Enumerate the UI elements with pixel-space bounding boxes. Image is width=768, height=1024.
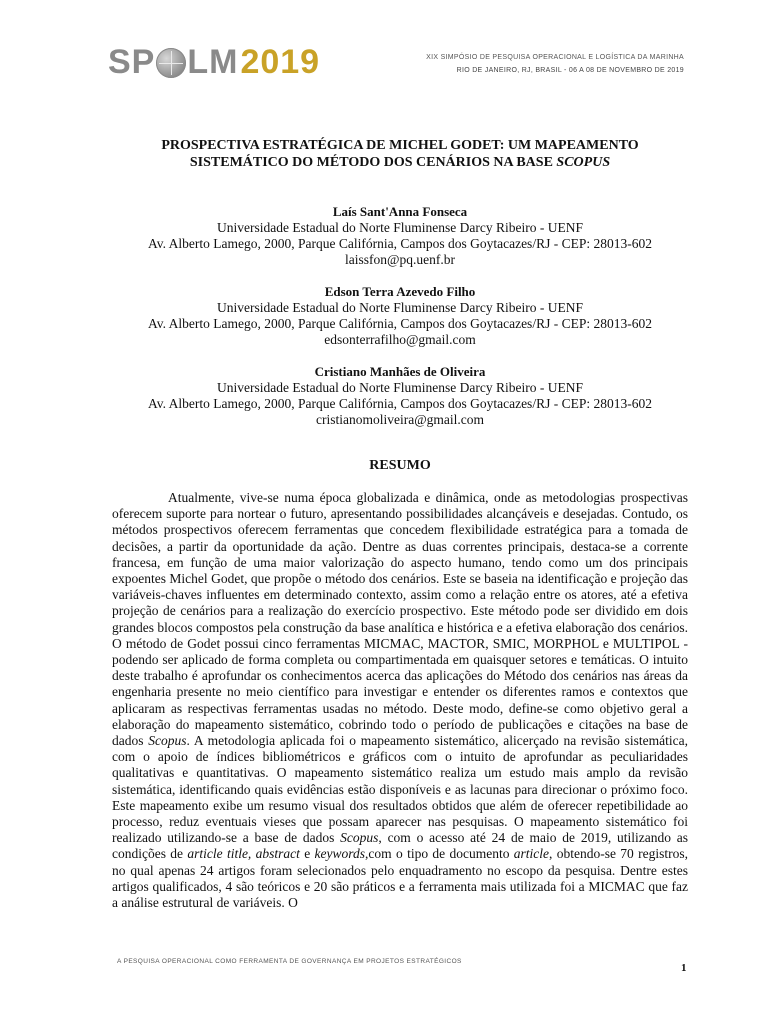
abstract-keyword: keywords	[314, 846, 366, 862]
logo-year: 2019	[240, 42, 321, 81]
abstract-text: , obtendo-se 70 registros, no qual apenas 24 artigos foram selecionados pelo enquadramento no escopo da pesquisa. Dentre estes artigos qualificados, 4 são teóricos e 20 são práticos e a ferramenta mais utilizada foi a MICMAC que faz a análise estrutural de variáveis. O	[112, 846, 688, 911]
author-address: Av. Alberto Lamego, 2000, Parque Califórnia, Campos dos Goytacazes/RJ - CEP: 28013-602	[148, 396, 652, 411]
author-list	[90, 204, 710, 444]
title-line-1: PROSPECTIVA ESTRATÉGICA DE MICHEL GODET: UM MAPEAMENTO	[161, 138, 639, 153]
event-location-date: RIO DE JANEIRO, RJ, BRASIL - 06 A 08 DE NOVEMBRO DE 2019	[456, 67, 684, 74]
event-name: XIX SIMPÓSIO DE PESQUISA OPERACIONAL E LOGÍSTICA DA MARINHA	[426, 54, 684, 61]
title-line-2-text: SISTEMÁTICO DO MÉTODO DOS CENÁRIOS NA BASE	[189, 155, 557, 170]
page-header	[0, 0, 768, 100]
abstract-text: , com o acesso até 24 de maio de 2019, utilizando as condições de	[112, 830, 689, 862]
abstract-text: . A metodologia aplicada foi o mapeamento sistemático, alicerçado na revisão sistemática, com o apoio de índices bibliométricos e gráficos com o intuito de aprofundar as peculiaridades qualitativas e quantitativas. O mapeamento sistemático realiza um estudo mais amplo da revisão sistemática, identificando quais evidências estão disponíveis e as lacunas para direcionar o próximo foco. Este mapeamento exibe um resumo visual dos resultados obtidos que além de oferecer repetibilidade ao processo, reduz eventuais vieses que possam aparecer nas pesquisas. O mapeamento sistemático foi realizado utilizando-se a base de dados	[112, 733, 688, 846]
abstract-keyword: article title, abstract	[187, 846, 300, 862]
footer-text: A PESQUISA OPERACIONAL COMO FERRAMENTA DE GOVERNANÇA EM PROJETOS ESTRATÉGICOS	[117, 958, 462, 965]
author-name: Edson Terra Azevedo Filho	[324, 284, 476, 299]
abstract-scopus: Scopus	[340, 830, 379, 846]
author-block	[90, 364, 710, 428]
page-number: 1	[681, 962, 687, 974]
logo-sp: SP	[108, 42, 156, 81]
author-affiliation: Universidade Estadual do Norte Fluminense Darcy Ribeiro - UENF	[217, 300, 583, 315]
author-email: laissfon@pq.uenf.br	[345, 252, 455, 267]
author-name: Cristiano Manhães de Oliveira	[314, 364, 486, 379]
spolm-logo	[108, 42, 320, 82]
abstract-keyword: article	[513, 846, 550, 862]
author-email: cristianomoliveira@gmail.com	[315, 412, 484, 427]
logo-lm: LM	[187, 42, 239, 81]
paper-title	[100, 137, 700, 171]
author-address: Av. Alberto Lamego, 2000, Parque Califórnia, Campos dos Goytacazes/RJ - CEP: 28013-602	[148, 236, 652, 251]
author-block	[90, 284, 710, 348]
abstract-scopus: Scopus	[148, 733, 187, 749]
event-info	[426, 51, 684, 77]
author-affiliation: Universidade Estadual do Norte Fluminense Darcy Ribeiro - UENF	[217, 220, 583, 235]
author-address: Av. Alberto Lamego, 2000, Parque Califórnia, Campos dos Goytacazes/RJ - CEP: 28013-602	[148, 316, 652, 331]
author-name: Laís Sant'Anna Fonseca	[332, 204, 468, 219]
abstract-text: ,com o tipo de documento	[365, 846, 514, 862]
title-line-2	[100, 154, 700, 171]
globe-icon	[156, 48, 186, 78]
abstract-body	[112, 490, 688, 911]
author-email: edsonterrafilho@gmail.com	[324, 332, 476, 347]
author-affiliation: Universidade Estadual do Norte Fluminense Darcy Ribeiro - UENF	[217, 380, 583, 395]
abstract-text: Atualmente, vive-se numa época globalizada e dinâmica, onde as metodologias prospectivas oferecem suporte para nortear o futuro, apresentando possibilidades alcançáveis e desejadas. Contudo, os métodos prospectivos oferecem ferramentas que concedem flexibilidade estratégica para a tomada de decisões, a partir da oportunidade da ação. Dentre as duas correntes principais, destaca-se a corrente francesa, em função de uma maior valorização do aspecto humano, tendo como um dos principais expoentes Michel Godet, que propõe o método dos cenários. Este se baseia na identificação e projeção das variáveis-chaves influentes em determinado contexto, assim como a relação entre os atores, até a efetiva projeção de cenários para a realização do exercício prospectivo. Este método pode ser dividido em dois grandes blocos compostos pela construção da base analítica e histórica e a efetiva elaboração dos cenários. O método de Godet possui cinco ferramentas MICMAC, MACTOR, SMIC, MORPHOL e MULTIPOL - podendo ser aplicado de forma completa ou compartimentada em quaisquer setores e temáticas. O intuito deste trabalho é aprofundar os conhecimentos acerca das aplicações do Método dos cenários nas áreas da engenharia presente no meio científico para investigar e entender os diferentes ramos e contextos que aplicaram as respectivas ferramentas usadas no método. Deste modo, define-se como objetivo geral a elaboração do mapeamento sistemático, cobrindo todo o período de publicações e citações na base de dados	[112, 490, 688, 749]
abstract-heading: RESUMO	[369, 458, 431, 473]
abstract-text: e	[299, 846, 315, 862]
author-block	[90, 204, 710, 268]
title-scopus: SCOPUS	[556, 155, 611, 170]
